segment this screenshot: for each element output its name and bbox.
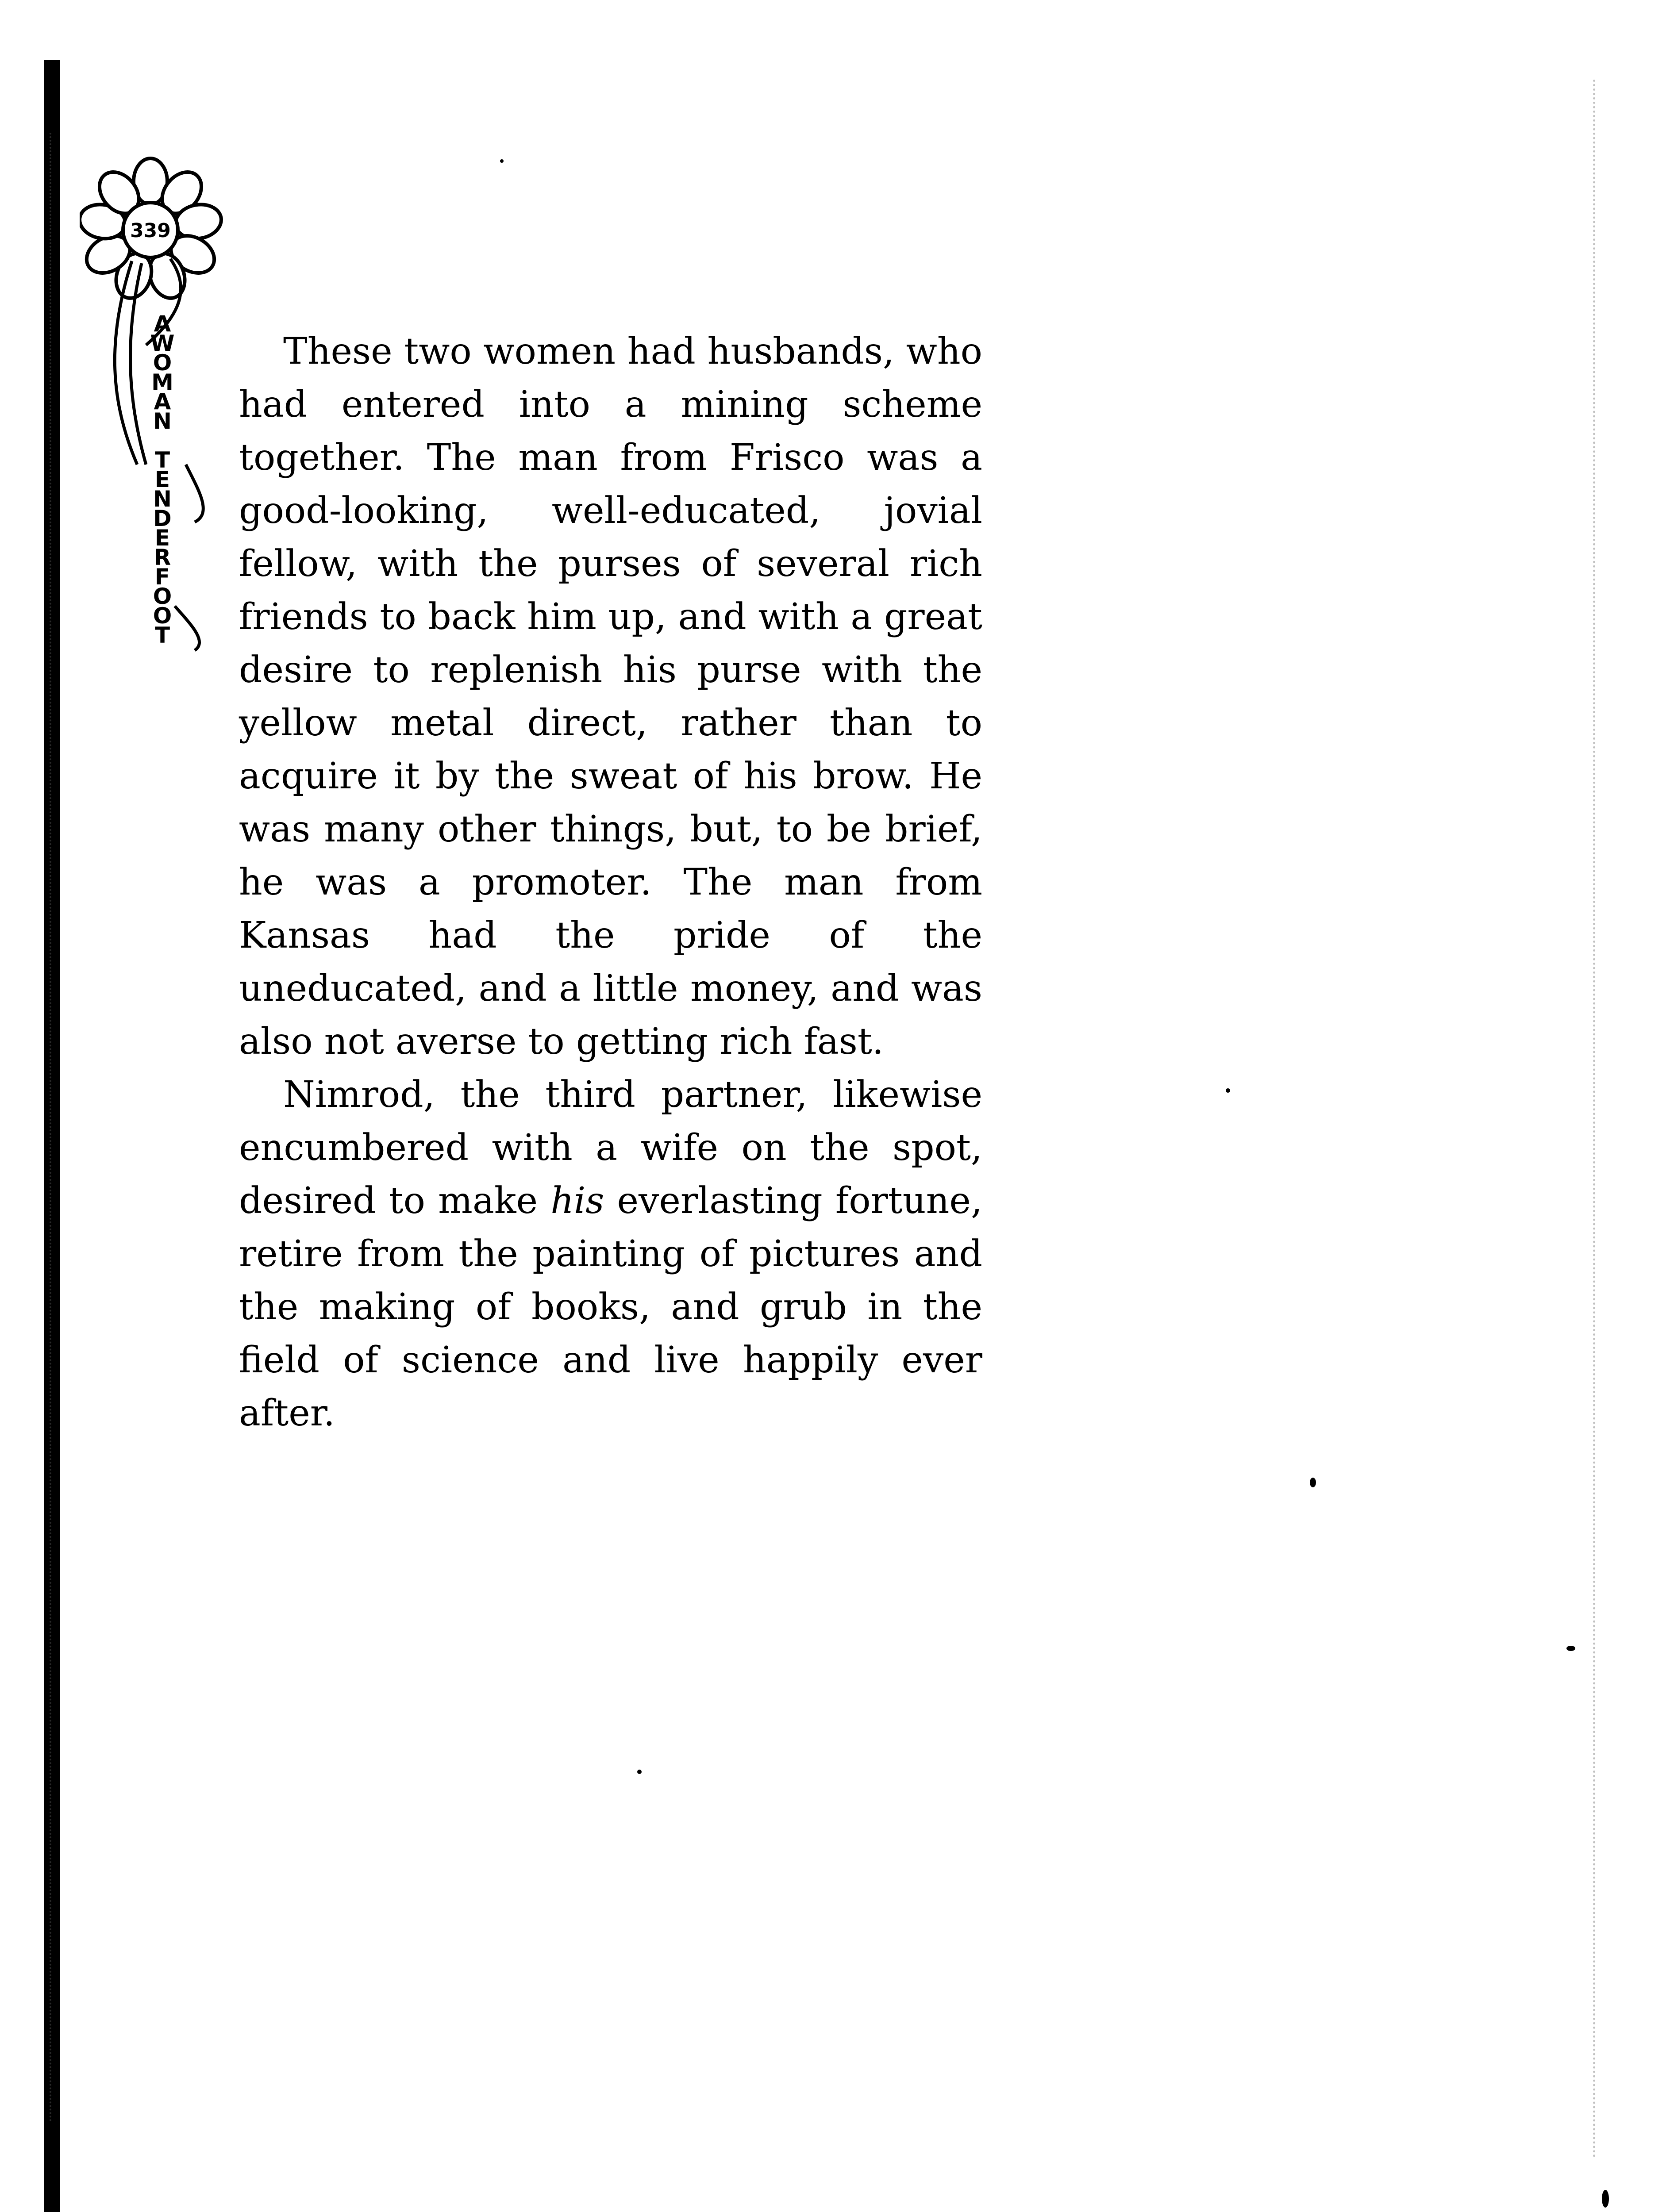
paragraph-2-start: Nimrod, the third partner, likewise encumbered with a wife on the spot, desired to make <box>239 1074 982 1222</box>
binding-specks <box>50 133 65 2124</box>
paragraph-1: These two women had husbands, who had entered into a mining scheme together. The man from Frisco was a good-looking, well-educated, jovial fellow, with the purses of several rich friends to back him up, and with a great desire to replenish his purse with the yellow metal direct, rather than to acquire it by the sweat of his brow. He was many other things, but, to be brief, he was a promoter. The man from Kansas had the pride of the uneducated, and a little money, and was also not averse to getting rich fast. <box>239 330 982 1063</box>
paragraph-2-end: everlasting fortune, retire from the painting of pictures and the making of books, and grub in the field of science and live happily ever after. <box>239 1180 983 1434</box>
scan-speck <box>1602 2190 1609 2208</box>
margin-specks <box>1593 80 1613 2159</box>
paragraph-2 <box>239 1068 982 1440</box>
scan-speck <box>1310 1478 1316 1487</box>
paragraph-2-emphasis: his <box>550 1180 604 1222</box>
scan-speck <box>637 1770 642 1774</box>
body-text <box>239 325 982 1440</box>
scan-speck <box>1226 1088 1230 1093</box>
running-title: A W O M A N T E N D E R F O O T <box>150 311 175 648</box>
scan-speck <box>500 159 504 163</box>
page-number: 339 <box>130 219 171 242</box>
scan-speck <box>1566 1646 1575 1651</box>
